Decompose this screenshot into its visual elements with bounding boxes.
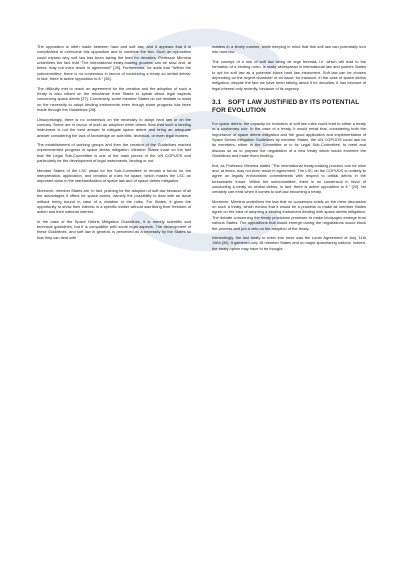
paragraph: Unsurprisingly, there is no consensus on the necessity to adopt hard law or on the contrary. Some are in favour of such an adoption while others think that such a binding instrument is not the best answer to mitigate space debris and bring an adequate answer considering the lack of knowledge on scientific, technical, or even legal matters.	[37, 116, 191, 138]
paragraph: The concept of a rule of soft law being de lege ferenda, i.e. which will lead to the formation of a binding norm, is really widespread in international law and pushes States to opt for soft law as a potential future hard law instrument. Soft law can be chosen depending on the urgent character of an issue; for instance, in the case of space debris mitigation, despite the fact we have been talking about it for decades, it has become of legal interest only recently, because of its urgency.	[212, 58, 366, 91]
paragraph: Moreover, Mirmina underlines the fact that no consensus exists on the mere discussion on such a treaty, which means that it would be a prowess to make all member States agree on the idea of adopting a binding instrument dealing with space debris mitigation. The debate concerning the treaty provisions promises to make blockages emerge from various States. The oppositions that would emerge during the negotiations would block the process and put a veto on the adoption of the treaty.	[212, 198, 366, 231]
paragraph: The opposition is often made between hard and soft law, and it appears that it is complicated to overcome this opposition and to combine the two. Such an opposition could explain why soft law has been taking the lead for decades. Professor Mirmina underlines the fact that “The international treaty-making process can be slow and, at times, may not even result in agreement” [25]. Furthermore, he adds that “Within the subcommittee, there is no consensus in favour of concluding a treaty on orbital debris; in fact, there is active opposition to it.” [26].	[37, 44, 191, 82]
paragraph: The difficulty met to reach an agreement for the creation and the adoption of such a treaty is also reliant on the reluctance from States to speak about legal aspects concerning space debris [27]. Conversely, some member States do not hesitate to insist on the necessity to adopt binding instruments even though some progress has been made through the Guidelines [28].	[37, 85, 191, 112]
paragraph: matters in a timely manner, while keeping in mind that this soft law can potentially turn into hard law.	[212, 44, 366, 55]
right-column	[212, 44, 366, 255]
paragraph: Member States of the LSC plead for the Sub-Committee to remain a forum for the interpretation, application, and creation of rules for space, which makes the LSC an important actor in the standardization of space law and of space debris mitigation.	[37, 167, 191, 184]
paragraph: Interestingly, the last treaty to enter into force was the Lunar Agreement of July, 11th 1984 [30]. It gathered only 18 member States and no major spacefaring nations. Indeed, the treaty option may have to be thought	[212, 235, 366, 251]
paragraph: For space debris, the capacity for evolution of soft law rules could lead to either a treaty or a customary rule. In the case of a treaty, it would entail that, considering both the importance of space debris mitigation and the good application and implementation of Space Debris Mitigation Guidelines by member States, the UN COPUOS could ask for its members, either in the Committee or in its Legal Sub-Committee, to meet and discuss so as to prepare the negotiation of a new treaty which would enshrine the Guidelines and make them binding.	[212, 120, 366, 158]
paragraph: The establishment of working groups and then the creation of the Guidelines marked unprecedented progress in space debris mitigation. Member States insist on the fact that the Legal Sub-Committee is one of the main pieces of the UN COPUOS and particularly for the development of legal instruments, binding or not.	[37, 142, 191, 164]
paragraph: In the case of the Space Debris Mitigation Guidelines, it is merely scientific and technical guidelines, but it is compatible with some legal aspects. The development of these Guidelines, and soft law in general, is perceived as a necessity by the States so that they can deal with	[37, 218, 191, 240]
left-column	[37, 44, 191, 244]
section-number: 3.1	[212, 98, 222, 106]
section-heading	[212, 99, 366, 115]
paragraph: Moreover, member States are, in fact, pushing for the adoption of soft law because of all the advantages it offers for space actors, namely the possibility to deal with an issue without being bound in case of a violation of the rules. For States, it gives the opportunity to show their interest in a specific matter without sacrificing their freedom of action and their national interest.	[37, 187, 191, 215]
section-title: SOFT LAW JUSTIFIED BY ITS POTENTIAL FOR EVOLUTION	[212, 98, 360, 114]
paragraph: But, as Professor Mirmina states “The international treaty-making process can be slow and, at times, may not even result in agreement. The LSC on the COPUOS is unlikely to agree on legally enforceable commitments with respect to orbital debris in the foreseeable future. Within the subcommittee, there is no consensus in favor of concluding a treaty on orbital debris; in fact, there is active opposition to it.” [29]. No certainty can exist when it comes to soft law becoming a treaty.	[212, 162, 366, 195]
